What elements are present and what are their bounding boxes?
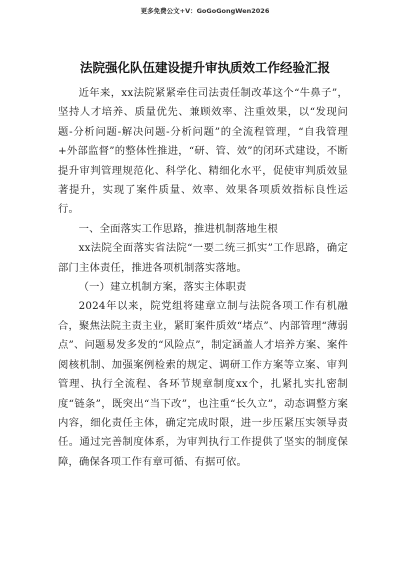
- header-note: 更多免费公文+V：GoGoGongWen2026: [140, 7, 270, 15]
- paragraph-section-1: xx法院全面落实省法院“一要二统三抓实”工作思路，确定部门主体责任，推进各项机制落实落地。: [58, 242, 348, 274]
- paragraph-subsection-1: 2024年以来，院党组将建章立制与法院各项工作有机融合，聚焦法院主责主业，紧盯案件质效“堵点”、内部管理“薄弱点”、问题易发多发的“风险点”，制定涵盖人才培养方案、案件阅核机制、加强案例检索的规定、调研工作方案等立案、审判管理、执行全流程、各环节规章制度xx个，扎紧扎实扎密制度“链条”，既突出“当下改”，也注重“长久立”，动态调整方案内容，细化责任主体，确定完成时限，进一步压紧压实领导责任。通过完善制度体系，为审判执行工作提供了坚实的制度保障，确保各项工作有章可循、有据可依。: [58, 300, 348, 468]
- subsection-heading-1: （一）建立机制方案，落实主体职责: [78, 281, 247, 294]
- document-title: 法院强化队伍建设提升审执质效工作经验汇报: [79, 60, 330, 75]
- document-body: [58, 84, 348, 472]
- section-heading-1: 一、全面落实工作思路，推进机制落地生根: [78, 222, 279, 235]
- paragraph-intro: 近年来，xx法院紧紧牵住司法责任制改革这个“牛鼻子”，坚持人才培养、质量优先、兼顾效率、注重效果，以“发现问题-分析问题-解决问题-分析问题”的全流程管理，“自我管理+外部监督”的整体性推进，“研、管、效”的闭环式建设，不断提升审判管理规范化、科学化、精细化水平，促使审判质效显著提升，实现了案件质量、效率、效果各项质效指标良性运行。: [58, 87, 348, 216]
